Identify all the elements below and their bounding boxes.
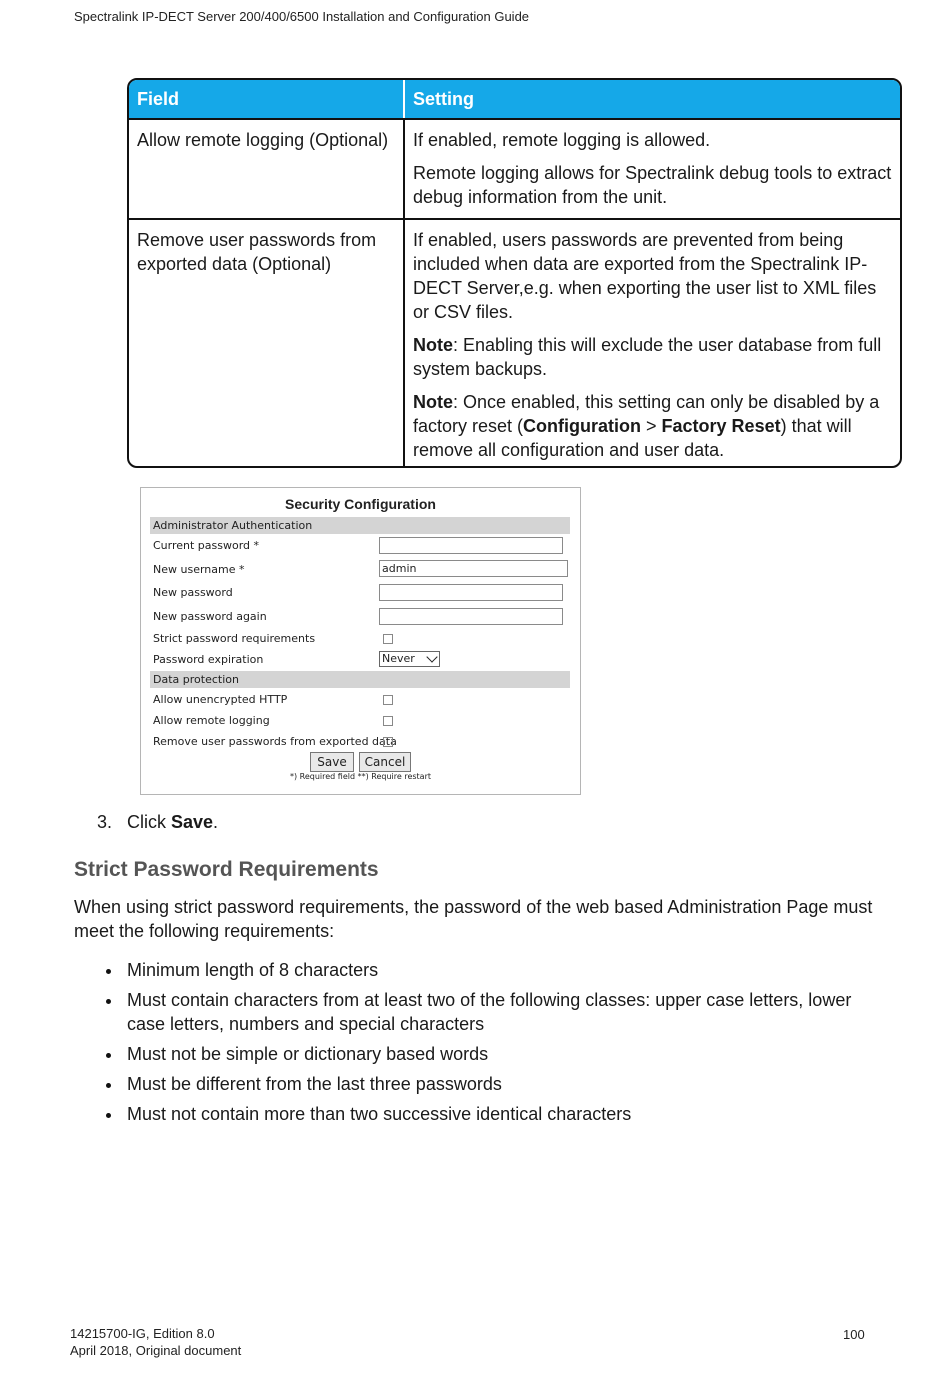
bullet-icon	[106, 999, 111, 1004]
current-password-label: Current password *	[153, 539, 260, 552]
step-text: Click	[127, 812, 171, 832]
required-field-footnote: *) Required field **) Require restart	[289, 772, 432, 781]
requirements-list	[74, 958, 894, 1132]
bullet-icon	[106, 969, 111, 974]
allow-remote-logging-checkbox[interactable]	[383, 716, 393, 726]
cancel-button[interactable]: Cancel	[359, 752, 411, 772]
chevron-down-icon	[426, 651, 437, 662]
column-header-setting: Setting	[413, 89, 474, 109]
new-username-input[interactable]: admin	[379, 560, 568, 577]
table-row	[129, 218, 900, 466]
allow-remote-logging-label: Allow remote logging	[153, 714, 270, 727]
step-instruction	[97, 812, 218, 833]
field-cell: Remove user passwords from exported data (Optional)	[129, 220, 405, 466]
note-body: : Enabling this will exclude the user database from full system backups.	[413, 335, 882, 379]
table-header-row	[129, 80, 900, 118]
note-text	[413, 390, 892, 462]
screenshot-title: Security Configuration	[285, 496, 436, 512]
settings-table	[127, 78, 902, 468]
current-password-input[interactable]	[379, 537, 563, 554]
save-button[interactable]: Save	[310, 752, 354, 772]
page-number: 100	[843, 1327, 865, 1342]
section-heading: Strict Password Requirements	[74, 858, 379, 881]
section-data-protection: Data protection	[150, 671, 570, 688]
footer-doc-info	[70, 1325, 241, 1359]
step-end: .	[213, 812, 219, 832]
column-header-field: Field	[129, 80, 405, 118]
setting-text: Remote logging allows for Spectralink debug tools to extract debug information from the unit.	[413, 163, 892, 207]
list-item-text: Must not be simple or dictionary based words	[127, 1044, 489, 1064]
note-body: ) that will remove all configuration and user data.	[413, 416, 852, 460]
list-item-text: Must contain characters from at least two of the following classes: upper case letters, lower case letters, numbers and special characters	[127, 990, 852, 1034]
list-item	[74, 1102, 894, 1126]
password-expiration-label: Password expiration	[153, 653, 264, 666]
list-item	[74, 1072, 894, 1096]
new-password-input[interactable]	[379, 584, 563, 601]
security-configuration-screenshot	[140, 487, 581, 795]
bullet-icon	[106, 1083, 111, 1088]
table-row	[129, 118, 900, 218]
remove-passwords-label: Remove user passwords from exported data	[153, 735, 397, 748]
setting-cell	[405, 220, 900, 466]
strict-password-checkbox[interactable]	[383, 634, 393, 644]
new-password-label: New password	[153, 586, 233, 599]
new-password-again-input[interactable]	[379, 608, 563, 625]
bullet-icon	[106, 1113, 111, 1118]
new-password-again-label: New password again	[153, 610, 267, 623]
menu-path-configuration: Configuration	[523, 416, 642, 436]
step-number: 3.	[97, 812, 113, 832]
menu-path-separator: >	[641, 416, 662, 436]
remove-passwords-checkbox[interactable]	[383, 737, 393, 747]
running-header: Spectralink IP-DECT Server 200/400/6500 Installation and Configuration Guide	[74, 9, 530, 24]
allow-http-checkbox[interactable]	[383, 695, 393, 705]
setting-text: If enabled, remote logging is allowed.	[413, 130, 711, 150]
setting-text: If enabled, users passwords are prevented from being included when data are exported from the Spectralink IP-DECT Server,e.g. when exporting the user list to XML files or CSV files.	[413, 230, 877, 322]
bullet-icon	[106, 1053, 111, 1058]
list-item	[74, 988, 894, 1036]
password-expiration-select[interactable]	[379, 651, 440, 667]
note-body: : Once enabled, this setting can only be disabled by a factory reset (	[413, 392, 880, 436]
section-administrator-authentication: Administrator Authentication	[150, 517, 570, 534]
note-label: Note	[413, 335, 453, 355]
list-item-text: Must not contain more than two successive identical characters	[127, 1104, 632, 1124]
menu-path-factory-reset: Factory Reset	[661, 416, 781, 436]
list-item-text: Must be different from the last three passwords	[127, 1074, 502, 1094]
footer-date: April 2018, Original document	[70, 1343, 242, 1358]
new-username-label: New username *	[153, 563, 245, 576]
section-intro: When using strict password requirements, the password of the web based Administration Page must meet the following requirements:	[74, 897, 873, 941]
step-bold: Save	[171, 812, 214, 832]
password-expiration-value: Never	[382, 652, 415, 665]
allow-http-label: Allow unencrypted HTTP	[153, 693, 288, 706]
footer-doc-id: 14215700-IG, Edition 8.0	[70, 1326, 215, 1341]
list-item	[74, 958, 894, 982]
setting-cell	[405, 120, 900, 218]
field-cell: Allow remote logging (Optional)	[129, 120, 405, 218]
note-text	[413, 333, 892, 381]
strict-password-label: Strict password requirements	[153, 632, 316, 645]
list-item	[74, 1042, 894, 1066]
note-label: Note	[413, 392, 453, 412]
list-item-text: Minimum length of 8 characters	[127, 960, 379, 980]
